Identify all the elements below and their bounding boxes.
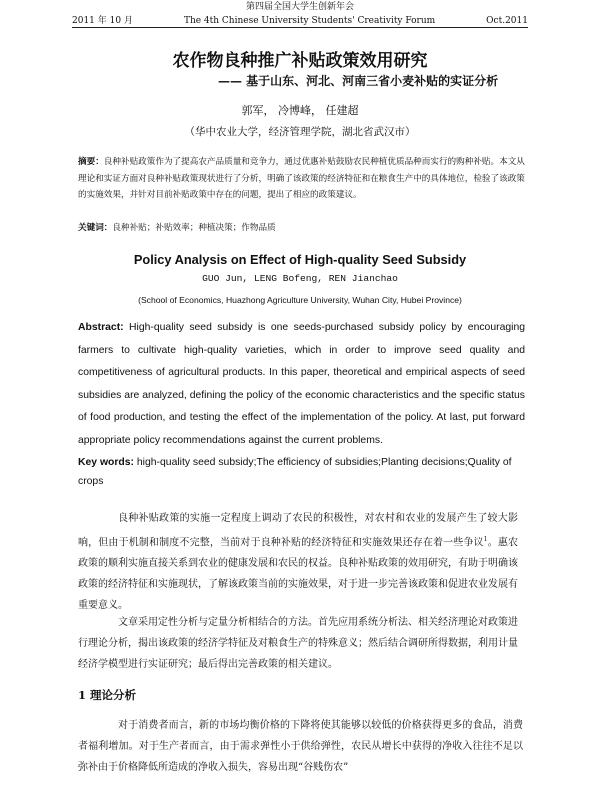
- running-header: [72, 13, 528, 26]
- keywords-en-label: Key words:: [78, 457, 135, 468]
- paper-subtitle-cn: —— 基于山东、河北、河南三省小麦补贴的实证分析: [218, 74, 499, 88]
- paper-title-cn: 农作物良种推广补贴政策效用研究: [172, 51, 428, 71]
- body-p1-a: 良种补贴政策的实施一定程度上调动了农民的积极性，对农村和农业的发展产生了较大影响，但由于机制和制度不完整，当前对于良种补贴的经济特征和实施效果还存在着一些争议: [78, 513, 518, 549]
- abstract-cn: [78, 154, 528, 204]
- paper-title-en: Policy Analysis on Effect of High-quality Seed Subsidy: [133, 252, 467, 267]
- affiliation-en: (School of Economics, Huazhong Agriculture University, Wuhan City, Hubei Province): [138, 295, 462, 305]
- header-date-cn: 2011 年 10 月: [72, 16, 133, 26]
- abstract-en-text: High-quality seed subsidy is one seeds-purchased subsidy policy by encouraging farmers to cultivate high-quality varieties, which in order to improve seed quality and competitiveness of agricultural products. In this paper, theoretical and empirical aspects of seed subsidies are analyzed, defining the policy of the economic characteristics and the specific status of food production, and testing the effect of the implementation of the policy. At last, put forward appropriate policy recommendations against the current problems.: [78, 322, 525, 446]
- header-date-en: Oct.2011: [486, 16, 528, 26]
- keywords-en: [78, 453, 525, 491]
- header-conference-en: The 4th Chinese University Students' Creativity Forum: [183, 16, 436, 26]
- abstract-cn-label: 摘要：: [78, 157, 104, 167]
- header-rule: [72, 27, 528, 28]
- abstract-cn-text: 良种补贴政策作为了提高农产品质量和竞争力，通过优惠补贴鼓励农民种植优质品种而实行的购种补贴。本文从理论和实证方面对良种补贴政策现状进行了分析，明确了该政策的经济特征和在粮食生产中的具体地位，检验了该政策的实施效果，并针对目前补贴政策中存在的问题，提出了相应的政策建议。: [78, 157, 525, 200]
- keywords-cn: [78, 221, 276, 233]
- citation-ref: 1: [483, 535, 488, 543]
- abstract-en-label: Abstract:: [78, 322, 124, 333]
- body-paragraph: 文章采用定性分析与定量分析相结合的方法。首先应用系统分析法、相关经济理论对政策进行理论分析，揭出该政策的经济学特征及对粮食生产的特殊意义；然后结合调研所得数据，利用计量经济学模型进行实证研究；最后得出完善政策的相关建议。: [78, 617, 518, 670]
- abstract-en: [78, 317, 525, 453]
- authors-cn: 郭军， 冷博峰， 任建超: [241, 104, 359, 117]
- keywords-en-text: high-quality seed subsidy;The efficiency of subsidies;Planting decisions;Quality of crops: [78, 457, 512, 487]
- body-paragraph: 对于消费者而言，新的市场均衡价格的下降将使其能够以较低的价格获得更多的食品，消费者福利增加。对于生产者而言，由于需求弹性小于供给弹性，农民从增长中获得的净收入往往不足以弥补由于价格降低所造成的净收入损失，容易出现“谷贱伤农”: [78, 720, 523, 773]
- keywords-cn-text: 良种补贴；补贴效率；种植决策；作物品质: [112, 223, 276, 233]
- authors-en: GUO Jun, LENG Bofeng, REN Jianchao: [202, 273, 398, 284]
- keywords-cn-label: 关键词：: [78, 223, 113, 233]
- section-heading: 1 理论分析: [78, 688, 137, 702]
- conference-name-cn: 第四届全国大学生创新年会: [245, 2, 354, 12]
- body-p1-b: 。惠农政策的顺利实施直接关系到农业的健康发展和农民的权益。良种补贴政策的效用研究，有助于明确该政策的经济特征和实施现状，了解该政策当前的实施效果，对于进一步完善该政策和促进农业发展有重要意义。: [78, 537, 519, 611]
- affiliation-cn: （华中农业大学，经济管理学院，湖北省武汉市）: [184, 126, 416, 138]
- body-paragraph: [78, 509, 518, 616]
